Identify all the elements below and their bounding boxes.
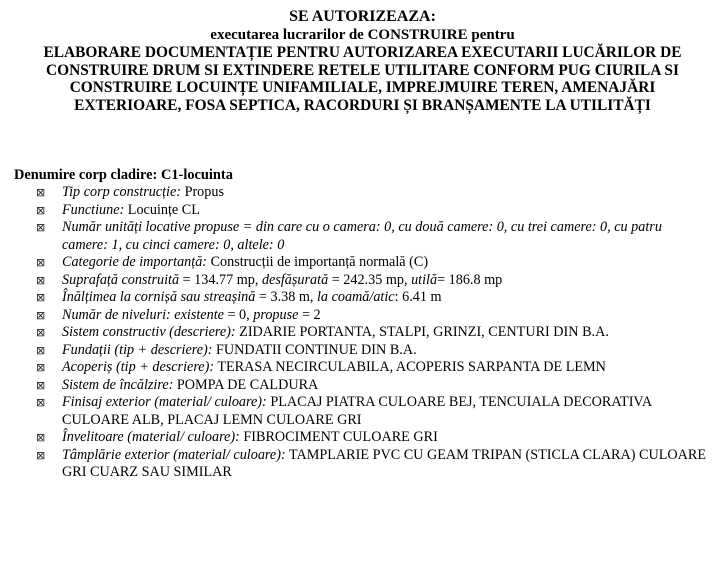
document-header — [14, 8, 711, 114]
property-value: = 242.35 mp, — [328, 271, 412, 288]
property-item — [14, 394, 711, 429]
property-label: Tip corp construcție: — [62, 184, 182, 201]
property-label: propuse — [253, 306, 299, 323]
section-title: Denumire corp cladire: C1-locuinta — [14, 167, 233, 184]
checkbox-bullet-icon: ⊠ — [36, 291, 46, 305]
property-label: la coamă/atic — [316, 289, 395, 306]
property-value: TERASA NECIRCULABILA, ACOPERIS SARPANTA DE LEMN — [214, 359, 606, 376]
property-label: Sistem constructiv (descriere): — [62, 324, 236, 341]
property-item — [14, 307, 711, 325]
header-body: ELABORARE DOCUMENTAȚIE PENTRU AUTORIZAREA EXECUTARII LUCĂRILOR DE CONSTRUIRE DRUM SI EXTINDERE RETELE UTILITARE CONFORM PUG CIURILA SI CONSTRUIRE LOCUINȚE UNIFAMILIALE, IMPREJMUIRE TEREN, AMENAJĂRI EXTERIOARE, FOSA SEPTICA, RACORDURI ȘI BRANȘAMENTE LA UTILITĂȚI — [43, 44, 682, 114]
property-label: Finisaj exterior (material/ culoare): — [62, 394, 267, 411]
checkbox-bullet-icon: ⊠ — [36, 378, 46, 392]
property-item — [14, 219, 711, 254]
property-item — [14, 447, 711, 482]
property-item — [14, 254, 711, 272]
property-item — [14, 359, 711, 377]
property-label: Număr de niveluri: existente — [62, 306, 224, 323]
checkbox-bullet-icon: ⊠ — [36, 448, 46, 462]
checkbox-bullet-icon: ⊠ — [36, 186, 46, 200]
property-label: Fundații (tip + descriere): — [62, 341, 213, 358]
checkbox-bullet-icon: ⊠ — [36, 343, 46, 357]
property-label: Suprafață construită — [62, 271, 180, 288]
header-title: SE AUTORIZEAZA: — [289, 8, 436, 25]
checkbox-bullet-icon: ⊠ — [36, 431, 46, 445]
checkbox-bullet-icon: ⊠ — [36, 203, 46, 217]
property-value: FUNDATII CONTINUE DIN B.A. — [212, 341, 417, 358]
property-item — [14, 202, 711, 220]
property-value: Construcții de importanță normală (C) — [207, 254, 429, 271]
property-item — [14, 342, 711, 360]
checkbox-bullet-icon: ⊠ — [36, 256, 46, 270]
property-item — [14, 324, 711, 342]
checkbox-bullet-icon: ⊠ — [36, 396, 46, 410]
property-list — [14, 184, 711, 482]
property-label: Acoperiș (tip + descriere): — [62, 359, 215, 376]
property-value: Propus — [181, 184, 224, 201]
property-value: POMPA DE CALDURA — [173, 376, 319, 393]
property-item — [14, 377, 711, 395]
property-item — [14, 429, 711, 447]
property-value: ZIDARIE PORTANTA, STALPI, GRINZI, CENTURI DIN B.A. — [235, 324, 609, 341]
property-value: = 3.38 m, — [255, 289, 317, 306]
property-label: Număr unități locative propuse = din care cu o camera: 0, cu două camere: 0, cu trei camere: 0, cu patru camere: 1, cu cinci camere: 0, altele: 0 — [62, 219, 662, 253]
property-value: TAMPLARIE PVC CU GEAM TRIPAN (STICLA CLARA) CULOARE GRI CUARZ SAU SIMILAR — [62, 446, 707, 481]
property-item — [14, 289, 711, 307]
checkbox-bullet-icon: ⊠ — [36, 273, 46, 287]
document-page — [0, 8, 721, 571]
property-value: PLACAJ PIATRA CULOARE BEJ, TENCUIALA DECORATIVA CULOARE ALB, PLACAJ LEMN CULOARE GRI — [62, 394, 652, 428]
property-value: = 186.8 mp — [437, 271, 503, 288]
checkbox-bullet-icon: ⊠ — [36, 361, 46, 375]
property-value: = 2 — [298, 306, 321, 323]
property-value: = 0, — [223, 306, 254, 323]
property-label: Functiune: — [62, 201, 125, 218]
checkbox-bullet-icon: ⊠ — [36, 308, 46, 322]
header-subtitle: executarea lucrarilor de CONSTRUIRE pentru — [210, 27, 515, 43]
property-label: Înălțimea la cornișă sau streașină — [62, 289, 256, 306]
checkbox-bullet-icon: ⊠ — [36, 326, 46, 340]
property-value: = 134.77 mp, — [179, 271, 262, 288]
property-label: desfășurată — [261, 271, 329, 288]
property-item — [14, 272, 711, 290]
property-item — [14, 184, 711, 202]
property-value: FIBROCIMENT CULOARE GRI — [239, 429, 438, 446]
checkbox-bullet-icon: ⊠ — [36, 221, 46, 235]
property-label: Sistem de încălzire: — [62, 376, 174, 393]
property-value: Locuințe CL — [124, 201, 200, 218]
property-label: utilă — [411, 271, 438, 288]
property-value: : 6.41 m — [394, 289, 442, 306]
property-label: Tâmplărie exterior (material/ culoare): — [62, 446, 286, 463]
property-label: Categorie de importanță: — [62, 254, 208, 271]
property-label: Învelitoare (material/ culoare): — [62, 429, 240, 446]
